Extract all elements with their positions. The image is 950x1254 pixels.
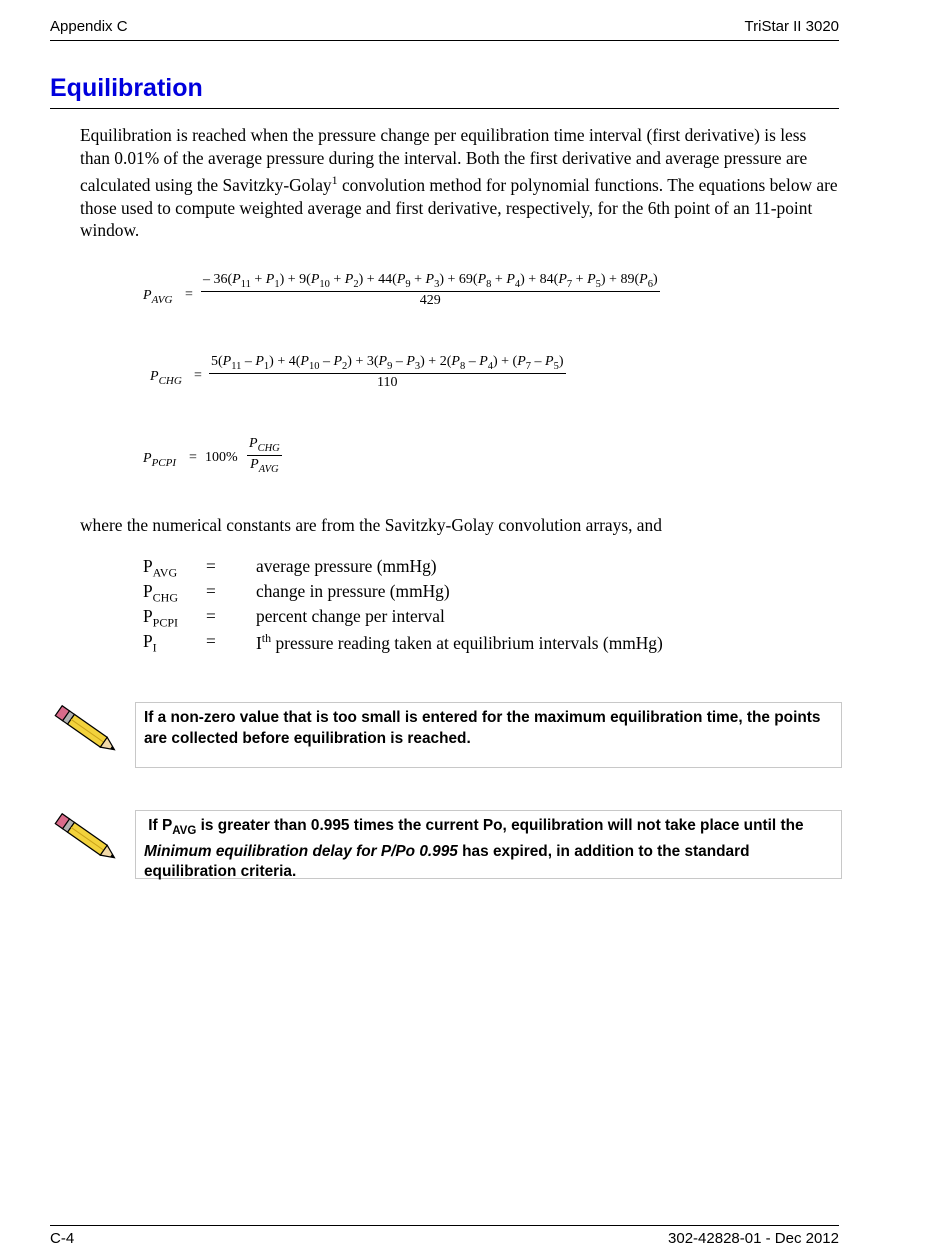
- definition-text: Ith pressure reading taken at equilibrium intervals (mmHg): [256, 631, 663, 653]
- note-box: [135, 810, 842, 879]
- note-box: [135, 702, 842, 768]
- footnote-marker: 1: [331, 173, 338, 188]
- header-rule: [50, 40, 839, 41]
- definition-symbol: $P_I$: [143, 631, 157, 655]
- intro-text-cont: convolution method for polynomial functions. The equations below are those used to compute weighted average and first derivative, respectively, for the 6th point of an 11-point window.: [80, 174, 838, 241]
- equation-pchg-lhs: $P_{CHG}$: [150, 369, 182, 387]
- note-text: If a non-zero value that is too small is entered for the maximum equilibration time, the points are collected before equilibration is reached.: [144, 709, 821, 747]
- definition-equals: =: [206, 631, 216, 651]
- equation-ppcpi-numerator: $P_{CHG}$: [249, 436, 280, 454]
- equation-pchg-numerator: $5(P_{11} - P_1) + 4(P_{10} - P_2) + 3(P_9 - P_3) + 2(P_8 - P_4) + (P_7 - P_5)$: [211, 354, 564, 372]
- definition-text: percent change per interval: [256, 606, 445, 626]
- equation-ppcpi-factor: 100%: [205, 450, 238, 465]
- title-rule: [50, 108, 839, 109]
- equation-pavg-lhs: $P_{AVG}$: [143, 288, 173, 306]
- definition-equals: =: [206, 606, 216, 626]
- equation-pchg: [150, 354, 630, 404]
- definition-symbol: $P_{CHG}$: [143, 581, 179, 605]
- equation-pchg-denominator: 110: [377, 374, 398, 390]
- equation-pchg-fraction: [209, 354, 566, 391]
- equation-ppcpi-lhs: $P_{PCPI}$: [143, 451, 177, 469]
- equation-pchg-equals: =: [194, 368, 202, 383]
- equation-ppcpi-denominator: $P_{AVG}$: [250, 456, 279, 475]
- page-number: C-4: [50, 1230, 75, 1247]
- header-section-label: Appendix C: [50, 18, 128, 35]
- equation-pavg-numerator: – $36(P_{11} + P_1) + 9(P_{10} + P_2) + 44(P_9 + P_3) + 69(P_8 + P_4) + 84(P_7 + P_5) + 89(P_6)$: [203, 272, 658, 290]
- pencil-icon: [50, 810, 122, 868]
- pencil-icon: [50, 702, 122, 760]
- document-id: 302-42828-01 - Dec 2012: [668, 1230, 839, 1247]
- note-text: If $P_{AVG}$ is greater than 0.995 times the current Po, equilibration will not take place until the Minimum equilibration delay for P/Po 0.995 has expired, in addition to the standard equilibration criteria.: [144, 817, 804, 881]
- equation-pavg: [143, 272, 743, 322]
- page-title: Equilibration: [50, 74, 203, 102]
- intro-paragraph: [80, 124, 840, 242]
- footer-rule: [50, 1225, 839, 1226]
- equation-pavg-denominator: 429: [419, 292, 441, 308]
- definition-equals: =: [206, 581, 216, 601]
- header-product-label: TriStar II 3020: [744, 18, 839, 35]
- definition-symbol: $P_{AVG}$: [143, 556, 178, 580]
- intro-text: Equilibration is reached when the pressure change per equilibration time interval (first derivative) is less than 0.01% of the average pressure during the interval. Both the first derivative and average pressure are calculated using the Savitzky-Golay: [80, 125, 808, 195]
- where-paragraph: where the numerical constants are from the Savitzky-Golay convolution arrays, and: [80, 515, 662, 535]
- definition-symbol: $P_{PCPI}$: [143, 606, 179, 630]
- equation-ppcpi: [143, 436, 343, 486]
- equation-pavg-fraction: [201, 272, 660, 309]
- definition-text: change in pressure (mmHg): [256, 581, 450, 601]
- equation-ppcpi-fraction: [247, 436, 282, 475]
- equation-pavg-equals: =: [185, 287, 193, 302]
- equation-ppcpi-equals: =: [189, 450, 197, 465]
- definition-equals: =: [206, 556, 216, 576]
- definition-text: average pressure (mmHg): [256, 556, 437, 576]
